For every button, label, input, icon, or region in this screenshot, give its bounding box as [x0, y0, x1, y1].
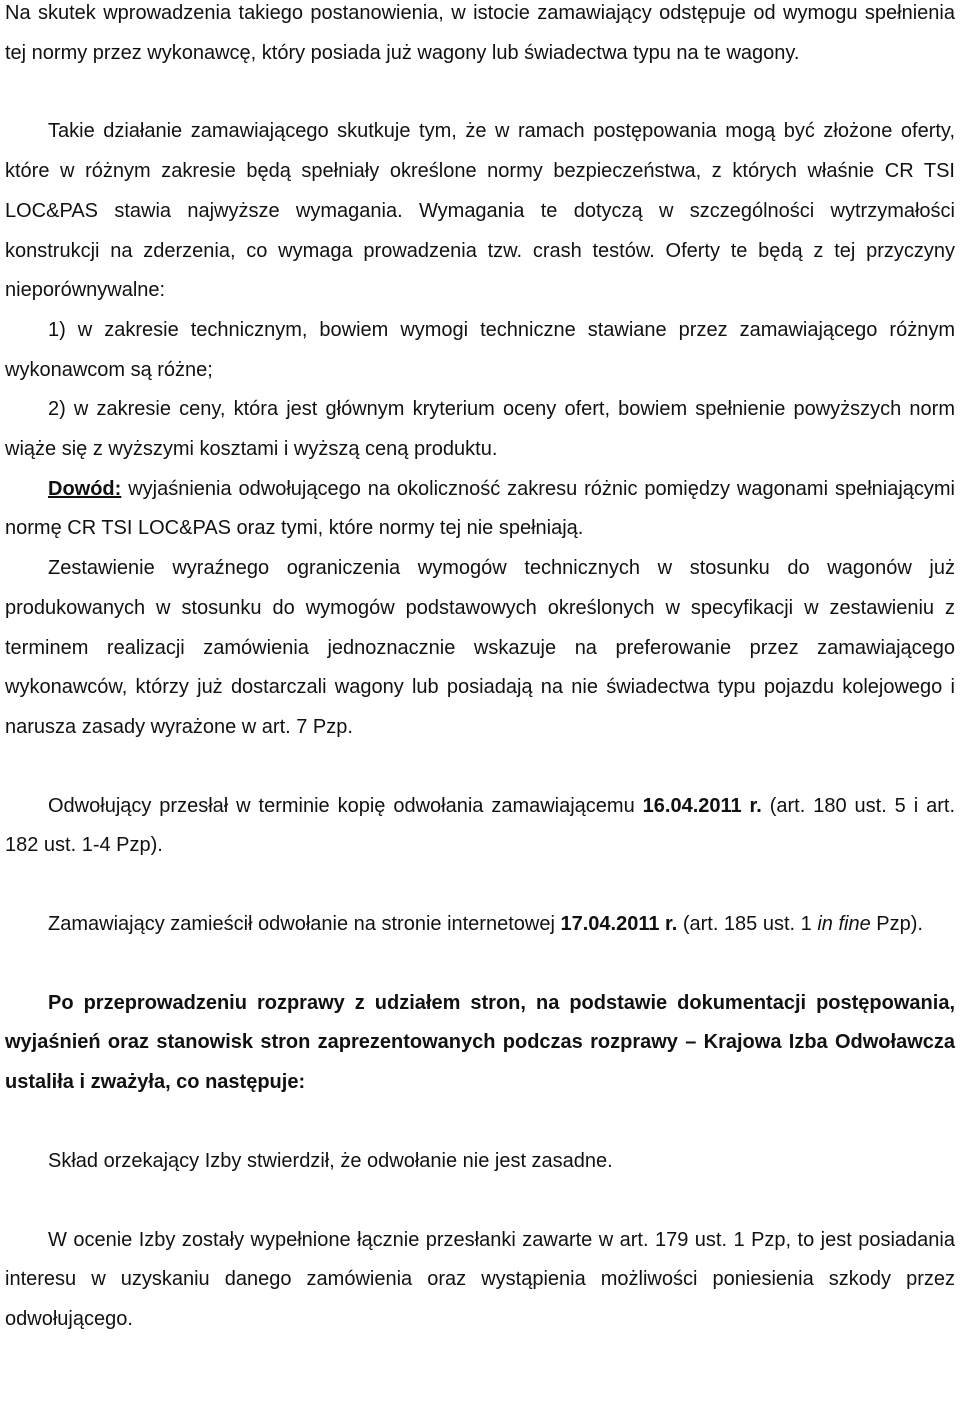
- paragraph-legal-interest: W ocenie Izby zostały wypełnione łącznie przesłanki zawarte w art. 179 ust. 1 Pzp, to jest posiadania interesu w uzyskaniu danego zamówienia oraz wystąpienia możliwości poniesienia szkody przez odwołującego.: [5, 1228, 955, 1330]
- paragraph-appeal-not-justified: Skład orzekający Izby stwierdził, że odwołanie nie jest zasadne.: [48, 1149, 613, 1172]
- paragraph-appeal-publication: [5, 905, 955, 945]
- evidence-text: wyjaśnienia odwołującego na okoliczność zakresu różnic pomiędzy wagonami spełniającymi normę CR TSI LOC&PAS oraz tymi, które normy tej nie spełniają.: [5, 477, 955, 540]
- paragraph-summary-preference: Zestawienie wyraźnego ograniczenia wymogów technicznych w stosunku do wagonów już produkowanych w stosunku do wymogów podstawowych określonych w specyfikacji w zestawieniu z terminem realizacji zamówienia jednoznacznie wskazuje na preferowanie przez zamawiającego wykonawców, którzy już dostarczali wagony lub posiadają na nie świadectwa typu pojazdu kolejowego i narusza zasady wyrażone w art. 7 Pzp.: [5, 557, 955, 738]
- appeal-copy-text: Odwołujący przesłał w terminie kopię odwołania zamawiającemu: [48, 794, 643, 817]
- publication-in-fine: in fine: [817, 913, 871, 936]
- appeal-copy-legal-basis: (art. 180 ust. 5 i art. 182 ust. 1-4 Pzp).: [5, 794, 956, 857]
- evidence-label: Dowód:: [48, 477, 122, 500]
- paragraph-appeal-copy: [5, 787, 955, 866]
- publication-end: Pzp).: [870, 913, 923, 936]
- appeal-copy-date: 16.04.2011 r.: [642, 794, 762, 817]
- publication-date: 17.04.2011 r.: [560, 913, 678, 936]
- paragraph-point-technical: 1) w zakresie technicznym, bowiem wymogi techniczne stawiane przez zamawiającego różnym wykonawcom są różne;: [5, 318, 955, 381]
- paragraph-offer-differences: Takie działanie zamawiającego skutkuje tym, że w ramach postępowania mogą być złożone oferty, które w różnym zakresie będą spełniały określone normy bezpieczeństwa, z których właśnie CR TSI LOC&PAS stawia najwyższe wymagania. Wymagania te dotyczą w szczególności wytrzymałości konstrukcji na zderzenia, co wymaga prowadzenia tzw. crash testów. Oferty te będą z tej przyczyny nieporównywalne:: [5, 120, 955, 302]
- paragraph-chamber-findings: Po przeprowadzeniu rozprawy z udziałem stron, na podstawie dokumentacji postępowania, wyjaśnień oraz stanowisk stron zaprezentowanych podczas rozprawy – Krajowa Izba Odwoławcza ustaliła i zważyła, co następuje:: [5, 991, 955, 1094]
- paragraph-point-price: 2) w zakresie ceny, która jest głównym kryterium oceny ofert, bowiem spełnienie powyższych norm wiąże się z wyższymi kosztami i wyższą ceną produktu.: [5, 398, 955, 461]
- publication-legal-basis: (art. 185 ust. 1: [677, 913, 818, 936]
- paragraph-evidence: [5, 470, 955, 549]
- publication-text: Zamawiający zamieścił odwołanie na stronie internetowej: [48, 913, 561, 936]
- paragraph-standard-waiver: Na skutek wprowadzenia takiego postanowienia, w istocie zamawiający odstępuje od wymogu spełnienia tej normy przez wykonawcę, który posiada już wagony lub świadectwa typu na te wagony.: [5, 2, 955, 64]
